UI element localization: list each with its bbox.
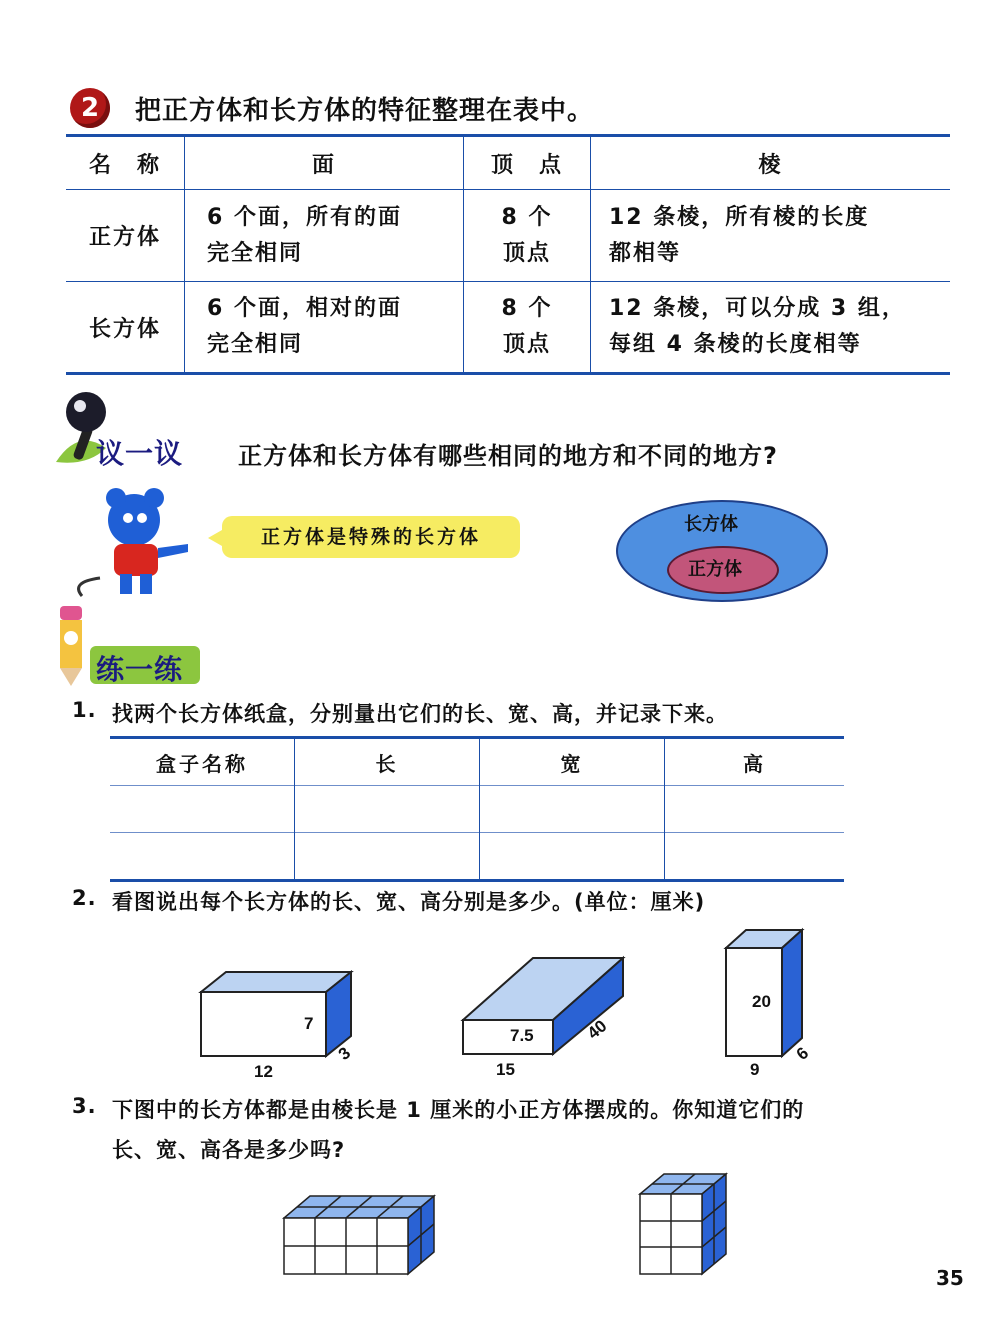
table-row xyxy=(110,786,844,833)
vertex-line: 顶点 xyxy=(502,332,551,357)
row-name: 正方体 xyxy=(66,190,185,282)
vertex-line: 顶点 xyxy=(502,240,551,266)
face-line: 6 个面，相对的面 xyxy=(207,296,402,321)
header-name: 名 称 xyxy=(66,136,185,190)
box1-length-label: 12 xyxy=(254,1062,273,1081)
face-line: 完全相同 xyxy=(207,240,304,266)
row-vertex xyxy=(464,282,591,374)
edge-line: 12 条棱，所有棱的长度 xyxy=(609,204,870,230)
face-line: 6 个面，所有的面 xyxy=(207,204,402,230)
blank-cell[interactable] xyxy=(110,833,295,881)
page-number: 35 xyxy=(936,1266,964,1290)
question-2-text: 看图说出每个长方体的长、宽、高分别是多少。(单位：厘米) xyxy=(112,890,706,914)
table-row xyxy=(66,190,950,282)
record-table xyxy=(110,736,844,882)
box3-length-label: 9 xyxy=(750,1060,760,1079)
question-3-text-line1: 下图中的长方体都是由棱长是 1 厘米的小正方体摆成的。你知道它们的 xyxy=(112,1098,805,1122)
cube-stack-figure-2 xyxy=(636,1172,732,1278)
face-line: 完全相同 xyxy=(207,332,304,357)
row-edge xyxy=(591,282,951,374)
blank-cell[interactable] xyxy=(480,786,665,833)
box1-width-label: 3 xyxy=(334,1043,355,1064)
features-table xyxy=(66,134,950,375)
header-width: 宽 xyxy=(480,738,665,786)
header-vertex: 顶 点 xyxy=(464,136,591,190)
cuboid-figure-2 xyxy=(458,952,628,1058)
row-name: 长方体 xyxy=(66,282,185,374)
edge-line: 都相等 xyxy=(609,240,682,266)
venn-inner-label: 正方体 xyxy=(688,559,742,580)
row-vertex xyxy=(464,190,591,282)
blank-cell[interactable] xyxy=(295,786,480,833)
question-number: 2. xyxy=(72,886,97,910)
box2-width-label: 40 xyxy=(583,1016,611,1043)
row-face xyxy=(185,190,464,282)
question-1-text: 找两个长方体纸盒，分别量出它们的长、宽、高，并记录下来。 xyxy=(112,702,728,726)
question-number: 1. xyxy=(72,698,97,722)
section-number-badge: 2 xyxy=(70,88,110,128)
venn-outer-label: 长方体 xyxy=(684,514,738,535)
cube-stack-figure-1 xyxy=(280,1192,440,1278)
question-number: 3. xyxy=(72,1094,97,1118)
header-height: 高 xyxy=(743,751,766,776)
box2-length-label: 15 xyxy=(496,1060,515,1079)
speech-bubble: 正方体是特殊的长方体 xyxy=(222,516,520,558)
vertex-line: 8 个 xyxy=(501,204,553,230)
box2-height-label: 7.5 xyxy=(510,1026,534,1045)
box3-height-label: 20 xyxy=(752,992,771,1011)
header-length: 长 xyxy=(295,738,480,786)
discuss-question: 正方体和长方体有哪些相同的地方和不同的地方? xyxy=(238,442,778,470)
blank-cell[interactable] xyxy=(110,786,295,833)
blank-cell[interactable] xyxy=(665,786,845,833)
header-edge: 棱 xyxy=(758,152,783,178)
section-title: 把正方体和长方体的特征整理在表中。 xyxy=(135,96,595,126)
vertex-line: 8 个 xyxy=(501,296,553,321)
question-3-text-line2: 长、宽、高各是多少吗? xyxy=(112,1138,346,1162)
pencil-icon xyxy=(46,602,96,688)
blank-cell[interactable] xyxy=(480,833,665,881)
box1-height-label: 7 xyxy=(304,1014,314,1033)
edge-line: 12 条棱，可以分成 3 组， xyxy=(609,296,906,321)
discuss-label: 议一议 xyxy=(96,437,184,470)
blank-cell[interactable] xyxy=(295,833,480,881)
blank-cell[interactable] xyxy=(665,833,845,881)
header-box-name: 盒子名称 xyxy=(110,738,295,786)
practice-label: 练一练 xyxy=(96,653,184,686)
cartoon-mouse-icon xyxy=(70,486,200,602)
row-edge xyxy=(591,190,951,282)
header-face: 面 xyxy=(185,136,464,190)
table-row xyxy=(66,282,950,374)
row-face xyxy=(185,282,464,374)
edge-line: 每组 4 条棱的长度相等 xyxy=(609,332,862,357)
table-row xyxy=(110,833,844,881)
box3-width-label: 6 xyxy=(792,1043,813,1064)
